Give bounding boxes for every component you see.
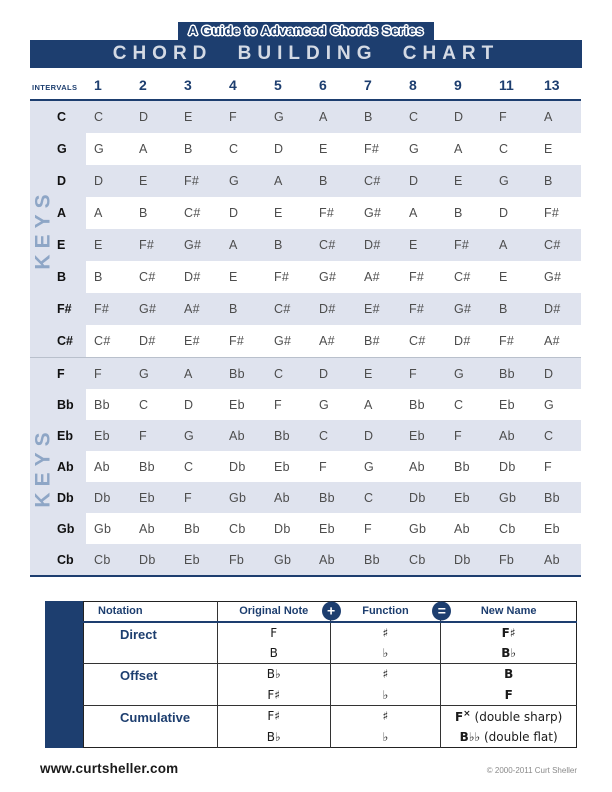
note-cell: Db	[409, 490, 426, 505]
note-cell: G	[139, 366, 150, 381]
new-name-suffix: (double sharp)	[470, 709, 563, 724]
original-note-cell: B	[217, 643, 330, 664]
note-cell: D#	[364, 238, 381, 252]
note-cell: C#	[319, 238, 336, 252]
note-cell: Eb	[409, 428, 425, 443]
note-cell: A	[364, 397, 373, 412]
function-cell: ♭	[330, 643, 441, 664]
note-cell: Ab	[454, 521, 470, 536]
note-cell: D	[274, 142, 284, 156]
new-name-cell	[441, 664, 577, 685]
key-label: G	[30, 133, 86, 165]
notation-table-body	[84, 622, 577, 748]
note-cell: Gb	[409, 521, 427, 536]
note-cell: F	[409, 366, 417, 381]
interval-column-header: 11	[499, 77, 514, 93]
note-cell: Cb	[94, 552, 111, 567]
note-cell: C	[139, 397, 149, 412]
note-cell: Eb	[184, 552, 200, 567]
notation-header-row	[84, 602, 577, 622]
interval-column-header: 5	[274, 77, 282, 93]
new-name-cell	[441, 706, 577, 727]
note-cell: D	[319, 366, 329, 381]
note-cell: G	[319, 397, 330, 412]
note-cell: B	[274, 238, 283, 252]
note-cell: C	[544, 428, 554, 443]
new-name-cell	[441, 643, 577, 664]
note-cell: Eb	[499, 397, 515, 412]
note-cell: B	[319, 174, 328, 188]
note-cell: Bb	[499, 366, 515, 381]
note-cell: Eb	[94, 428, 110, 443]
note-cell: F#	[409, 302, 425, 316]
note-cell: G#	[184, 238, 202, 252]
note-cell: G#	[319, 270, 337, 284]
note-cell: Eb	[544, 521, 560, 536]
note-cell: G	[229, 174, 240, 188]
note-cell: C	[229, 142, 239, 156]
note-cell: Gb	[499, 490, 517, 505]
note-cell: C#	[274, 302, 291, 316]
interval-column-header: 9	[454, 77, 462, 93]
note-cell: G#	[364, 206, 382, 220]
note-cell: E#	[364, 302, 380, 316]
note-cell: A#	[184, 302, 200, 316]
note-cell: D	[139, 110, 149, 124]
note-cell: E	[544, 142, 553, 156]
note-cell: A	[94, 206, 103, 220]
notation-row	[84, 664, 577, 685]
masthead	[30, 22, 582, 68]
interval-column-header: 3	[184, 77, 192, 93]
note-cell: D	[454, 110, 464, 124]
note-cell: C	[409, 110, 419, 124]
note-cell: Cb	[409, 552, 426, 567]
original-note-cell: F♯	[217, 685, 330, 706]
title-band	[30, 40, 582, 68]
note-cell: F	[139, 428, 147, 443]
note-cell: A#	[319, 334, 335, 348]
keys-vertical-text: KEYS	[31, 188, 55, 270]
note-cell: B	[499, 302, 508, 316]
key-label: B	[30, 261, 86, 293]
note-cell: Eb	[139, 490, 155, 505]
note-cell: A	[319, 110, 328, 124]
new-name-suffix: (double flat)	[480, 729, 558, 744]
note-cell: Db	[454, 552, 471, 567]
note-cell: Db	[274, 521, 291, 536]
note-cell: A	[274, 174, 283, 188]
note-cell: Gb	[94, 521, 112, 536]
note-cell: F	[184, 490, 192, 505]
key-row	[30, 133, 581, 165]
intervals-row	[30, 77, 581, 93]
col-header-function: Function =	[330, 602, 441, 622]
note-cell: Fb	[499, 552, 515, 567]
key-label: Gb	[30, 513, 86, 544]
notation-section	[45, 601, 577, 748]
col-header-new-name: New Name	[441, 602, 577, 622]
note-cell: Db	[94, 490, 111, 505]
note-cell: A	[544, 110, 553, 124]
copyright-text: © 2000-2011 Curt Sheller	[486, 766, 577, 775]
note-cell: D#	[139, 334, 156, 348]
key-row	[30, 544, 581, 575]
new-name-value: F♯	[501, 625, 516, 640]
notation-row	[84, 622, 577, 643]
key-label: E	[30, 229, 86, 261]
function-cell: ♯	[330, 706, 441, 727]
note-cell: E	[454, 174, 463, 188]
notation-group-label: Offset	[84, 664, 218, 706]
note-cell: F#	[454, 238, 470, 252]
note-cell: G	[544, 397, 555, 412]
note-cell: Bb	[454, 459, 470, 474]
note-cell: Cb	[229, 521, 246, 536]
key-label: C#	[30, 325, 86, 357]
function-cell: ♭	[330, 727, 441, 748]
note-cell: G	[454, 366, 465, 381]
note-cell: Bb	[139, 459, 155, 474]
key-label: Eb	[30, 420, 86, 451]
note-cell: A	[229, 238, 238, 252]
key-block	[30, 101, 581, 357]
new-name-value: B	[504, 667, 514, 682]
new-name-value: B♭	[501, 645, 517, 660]
note-cell: F	[229, 110, 237, 124]
notation-accent-bar	[45, 601, 83, 748]
note-cell: Eb	[229, 397, 245, 412]
page-footer	[40, 761, 577, 776]
key-row	[30, 482, 581, 513]
note-cell: Gb	[229, 490, 247, 505]
note-cell: E	[409, 238, 418, 252]
key-row	[30, 261, 581, 293]
keys-table	[30, 101, 581, 577]
note-cell: G	[274, 110, 285, 124]
note-cell: A	[184, 366, 193, 381]
new-name-cell	[441, 727, 577, 748]
note-cell: Fb	[229, 552, 245, 567]
note-cell: F	[94, 366, 102, 381]
note-cell: E	[274, 206, 283, 220]
note-cell: A#	[364, 270, 380, 284]
note-cell: D#	[454, 334, 471, 348]
key-block	[30, 357, 581, 575]
note-cell: F#	[364, 142, 380, 156]
note-cell: G#	[139, 302, 157, 316]
note-cell: F	[319, 459, 327, 474]
note-cell: Ab	[139, 521, 155, 536]
key-row	[30, 513, 581, 544]
note-cell: Ab	[409, 459, 425, 474]
note-cell: E	[139, 174, 148, 188]
note-cell: G	[409, 142, 420, 156]
note-cell: B	[94, 270, 103, 284]
intervals-label: INTERVALS	[32, 83, 78, 92]
key-row	[30, 229, 581, 261]
key-row	[30, 389, 581, 420]
note-cell: C	[274, 366, 284, 381]
note-cell: E	[319, 142, 328, 156]
key-row	[30, 293, 581, 325]
note-cell: B#	[364, 334, 380, 348]
note-cell: Bb	[274, 428, 290, 443]
note-cell: G#	[454, 302, 472, 316]
note-cell: Ab	[94, 459, 110, 474]
note-cell: C#	[139, 270, 156, 284]
key-label: Bb	[30, 389, 86, 420]
note-cell: Bb	[409, 397, 425, 412]
note-cell: Bb	[229, 366, 245, 381]
key-label: F	[30, 358, 86, 389]
key-label: Cb	[30, 544, 86, 575]
key-row	[30, 451, 581, 482]
note-cell: Eb	[319, 521, 335, 536]
note-cell: C#	[364, 174, 381, 188]
plus-icon: +	[322, 602, 341, 621]
page-title: CHORD BUILDING CHART	[112, 43, 500, 64]
note-cell: E	[364, 366, 373, 381]
note-cell: F	[499, 110, 507, 124]
note-cell: E#	[184, 334, 200, 348]
col-header-notation: Notation	[84, 602, 218, 622]
note-cell: C#	[454, 270, 471, 284]
note-cell: D	[364, 428, 374, 443]
note-cell: C#	[94, 334, 111, 348]
note-cell: Ab	[499, 428, 515, 443]
note-cell: F#	[139, 238, 155, 252]
note-cell: F#	[184, 174, 200, 188]
note-cell: F#	[229, 334, 245, 348]
note-cell: Bb	[319, 490, 335, 505]
note-cell: D	[499, 206, 509, 220]
note-cell: F	[274, 397, 282, 412]
note-cell: C#	[409, 334, 426, 348]
key-label: Db	[30, 482, 86, 513]
key-label: Ab	[30, 451, 86, 482]
new-name-cell	[441, 685, 577, 706]
note-cell: Bb	[364, 552, 380, 567]
series-title: A Guide to Advanced Chords Series	[178, 22, 433, 40]
note-cell: Cb	[499, 521, 516, 536]
note-cell: B	[544, 174, 553, 188]
note-cell: A	[454, 142, 463, 156]
note-cell: A#	[544, 334, 560, 348]
key-label: A	[30, 197, 86, 229]
note-cell: Ab	[274, 490, 290, 505]
note-cell: Db	[139, 552, 156, 567]
col-header-original-note: Original Note +	[217, 602, 330, 622]
interval-column-header: 6	[319, 77, 327, 93]
key-label: C	[30, 101, 86, 133]
key-row	[30, 420, 581, 451]
website-text: www.curtsheller.com	[40, 761, 179, 776]
note-cell: D#	[544, 302, 561, 316]
note-cell: D	[184, 397, 194, 412]
new-name-value: F	[454, 709, 464, 724]
interval-column-header: 8	[409, 77, 417, 93]
new-name-cell	[441, 622, 577, 643]
note-cell: D	[409, 174, 419, 188]
note-cell: F	[454, 428, 462, 443]
note-cell: G#	[274, 334, 292, 348]
note-cell: Ab	[544, 552, 560, 567]
function-cell: ♯	[330, 664, 441, 685]
note-cell: F#	[319, 206, 335, 220]
note-cell: E	[499, 270, 508, 284]
notation-table	[83, 601, 577, 748]
note-cell: C	[184, 459, 194, 474]
note-cell: A	[499, 238, 508, 252]
key-row	[30, 197, 581, 229]
new-name-value: F	[504, 687, 513, 702]
note-cell: D#	[184, 270, 201, 284]
note-cell: C	[364, 490, 374, 505]
function-cell: ♭	[330, 685, 441, 706]
interval-column-header: 1	[94, 77, 102, 93]
note-cell: E	[229, 270, 238, 284]
original-note-cell: F	[217, 622, 330, 643]
note-cell: D	[94, 174, 104, 188]
note-cell: A	[139, 142, 148, 156]
note-cell: D#	[319, 302, 336, 316]
note-cell: Db	[499, 459, 516, 474]
note-cell: E	[94, 238, 103, 252]
key-row	[30, 358, 581, 389]
interval-column-header: 13	[544, 77, 560, 93]
original-note-cell: F♯	[217, 706, 330, 727]
note-cell: C	[319, 428, 329, 443]
note-cell: F#	[274, 270, 290, 284]
note-cell: F#	[94, 302, 110, 316]
keys-vertical-text: KEYS	[31, 425, 55, 508]
note-cell: B	[229, 302, 238, 316]
note-cell: Bb	[184, 521, 200, 536]
key-row	[30, 325, 581, 357]
interval-column-header: 4	[229, 77, 237, 93]
note-cell: Ab	[319, 552, 335, 567]
double-sharp-symbol: ×	[463, 708, 471, 719]
note-cell: Bb	[94, 397, 110, 412]
note-cell: D	[544, 366, 554, 381]
note-cell: F	[364, 521, 372, 536]
equals-icon: =	[432, 602, 451, 621]
notation-row	[84, 706, 577, 727]
note-cell: B	[364, 110, 373, 124]
original-note-cell: B♭	[217, 664, 330, 685]
notation-group-label: Cumulative	[84, 706, 218, 748]
note-cell: G	[94, 142, 105, 156]
note-cell: C	[499, 142, 509, 156]
note-cell: F#	[544, 206, 560, 220]
note-cell: C#	[184, 206, 201, 220]
note-cell: B	[139, 206, 148, 220]
note-cell: G	[499, 174, 510, 188]
original-note-cell: B♭	[217, 727, 330, 748]
series-title-bar	[30, 22, 582, 40]
note-cell: A	[409, 206, 418, 220]
notation-group-label: Direct	[120, 626, 157, 642]
note-cell: C	[454, 397, 464, 412]
note-cell: Bb	[544, 490, 560, 505]
function-cell: ♯	[330, 622, 441, 643]
note-cell: Db	[229, 459, 246, 474]
note-cell: C	[94, 110, 104, 124]
note-cell: G	[364, 459, 375, 474]
note-cell: Ab	[229, 428, 245, 443]
note-cell: G	[184, 428, 195, 443]
interval-column-header: 2	[139, 77, 147, 93]
key-row	[30, 101, 581, 133]
note-cell: Eb	[454, 490, 470, 505]
note-cell: F#	[499, 334, 515, 348]
note-cell: B	[184, 142, 193, 156]
note-cell: F	[544, 459, 552, 474]
note-cell: B	[454, 206, 463, 220]
key-row	[30, 165, 581, 197]
new-name-value: B♭♭	[459, 729, 481, 744]
interval-column-header: 7	[364, 77, 372, 93]
note-cell: E	[184, 110, 193, 124]
note-cell: G#	[544, 270, 562, 284]
note-cell: Gb	[274, 552, 292, 567]
note-cell: D	[229, 206, 239, 220]
note-cell: F#	[409, 270, 425, 284]
note-cell: Eb	[274, 459, 290, 474]
key-label: F#	[30, 293, 86, 325]
note-cell: C#	[544, 238, 561, 252]
key-label: D	[30, 165, 86, 197]
